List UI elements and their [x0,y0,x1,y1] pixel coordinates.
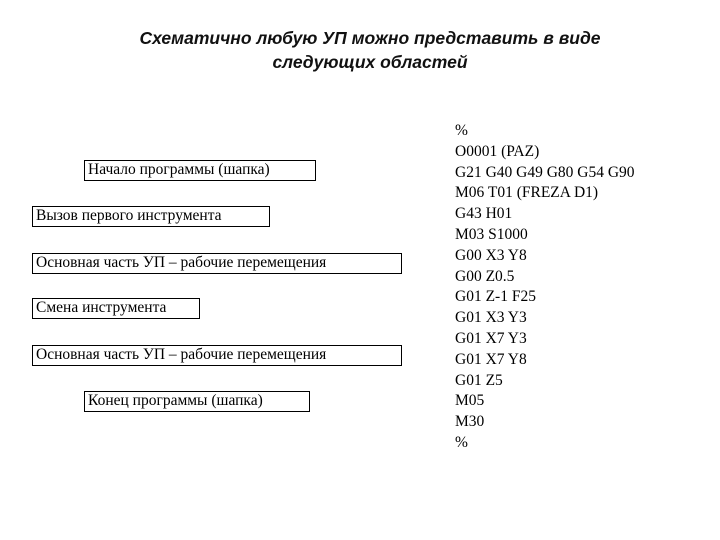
program-line: G43 H01 [455,205,513,223]
program-line: G01 X3 Y3 [455,309,527,327]
section-program-end: Конец программы (шапка) [84,391,310,412]
program-line: M03 S1000 [455,225,528,243]
program-line: M30 [455,413,485,431]
program-line: G00 Z0.5 [455,267,515,285]
program-line: M05 [455,392,485,410]
program-line: O0001 (PAZ) [455,142,540,160]
section-main-work-moves-second: Основная часть УП – рабочие перемещения [32,345,402,366]
program-line: M06 T01 (FREZA D1) [455,184,599,202]
section-tool-change: Смена инструмента [32,298,200,319]
program-line: G01 Z5 [455,371,503,389]
section-main-work-moves: Основная часть УП – рабочие перемещения [32,253,402,274]
program-line: G01 Z-1 F25 [455,288,536,306]
nc-program-listing [455,121,635,454]
program-line: G21 G40 G49 G80 G54 G90 [455,163,635,181]
program-line: G01 X7 Y8 [455,350,527,368]
slide-title-line-2: следующих областей [272,52,468,72]
slide-title [60,26,680,74]
program-line: G00 X3 Y8 [455,246,527,264]
slide-title-line-1: Схематично любую УП можно представить в виде [139,28,601,48]
section-program-start: Начало программы (шапка) [84,160,316,181]
program-line: % [455,122,468,139]
program-line: % [455,433,468,451]
section-first-tool-call: Вызов первого инструмента [32,206,270,227]
program-line: G01 X7 Y3 [455,329,527,347]
